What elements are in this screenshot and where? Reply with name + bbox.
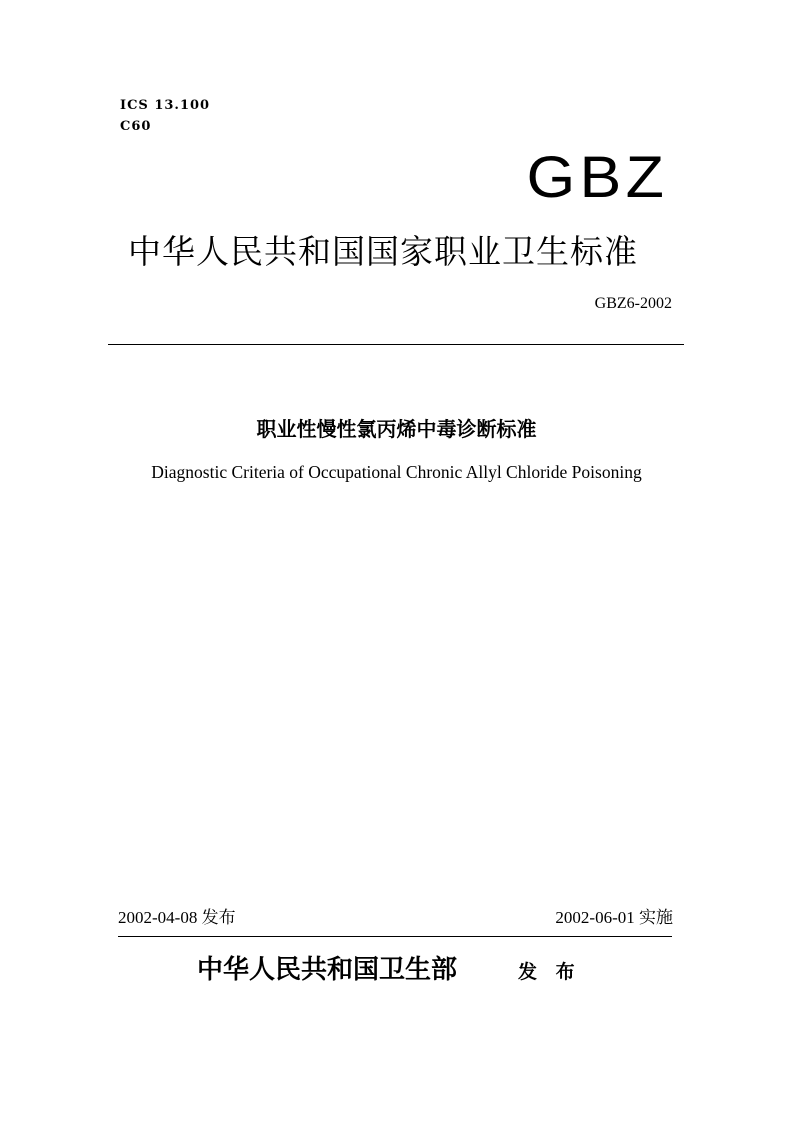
document-title-chinese: 职业性慢性氯丙烯中毒诊断标准 [256,417,537,441]
standard-number: GBZ6-2002 [594,295,672,312]
implementation-date: 2002-06-01 实施 [555,908,673,927]
publisher: 中华人民共和国卫生部 [197,955,458,985]
issue-date: 2002-04-08 发布 [118,908,236,927]
standard-title: 中华人民共和国国家职业卫生标准 [128,232,638,271]
gbz-logo: GBZ [526,145,668,210]
publish-label: 发 布 [518,961,581,983]
ics-code: ICS 13.100 [120,98,211,113]
bottom-divider [118,936,672,937]
document-title-english: Diagnostic Criteria of Occupational Chronic Allyl Chloride Poisoning [151,462,642,482]
classification-code: C60 [120,119,152,134]
top-divider [108,344,684,345]
